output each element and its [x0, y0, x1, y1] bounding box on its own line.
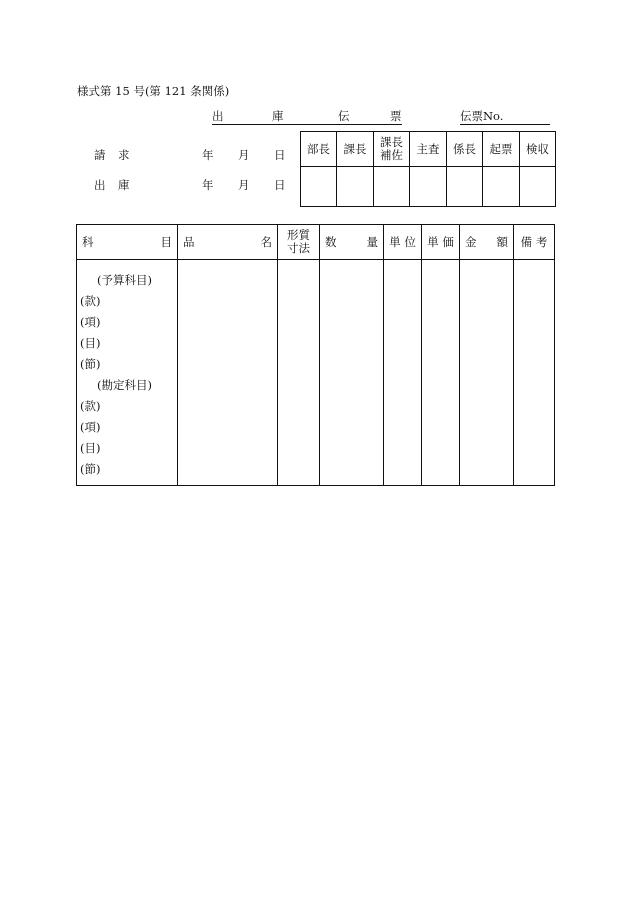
day-label: 日 [274, 148, 286, 162]
month-label: 月 [238, 148, 250, 162]
stamp-cell[interactable] [337, 167, 374, 207]
subject-list [77, 260, 177, 480]
subject-line: (款) [80, 294, 101, 308]
approval-header: 検収 [520, 132, 556, 167]
column-header-subject: 科 目 [77, 225, 178, 260]
approval-header-line: 課長 [380, 135, 403, 149]
title-char: 伝 [338, 109, 350, 123]
stamp-cell[interactable] [520, 167, 556, 207]
subject-line: (目) [80, 336, 101, 350]
document-title [212, 108, 402, 125]
column-header-unit: 単 位 [384, 225, 422, 260]
unit-price-cell[interactable] [422, 260, 460, 486]
stamp-cell[interactable] [447, 167, 483, 207]
amount-cell[interactable] [460, 260, 514, 486]
account-subject-heading: (勘定科目) [97, 378, 152, 392]
item-table [76, 224, 555, 486]
remarks-cell[interactable] [514, 260, 555, 486]
day-label: 日 [274, 178, 286, 192]
stamp-cell[interactable] [410, 167, 447, 207]
column-header-item-name: 品 名 [178, 225, 278, 260]
subject-line: (目) [80, 441, 101, 455]
quantity-cell[interactable] [320, 260, 384, 486]
issue-label: 庫 [118, 178, 130, 192]
stamp-cell[interactable] [483, 167, 520, 207]
approval-header: 係長 [447, 132, 483, 167]
approval-header-line: 補佐 [380, 148, 403, 162]
subject-line: (款) [80, 399, 101, 413]
month-label: 月 [238, 178, 250, 192]
stamp-cell[interactable] [301, 167, 337, 207]
request-label: 請 [94, 148, 106, 162]
stamp-cell[interactable] [374, 167, 410, 207]
year-label: 年 [202, 178, 214, 192]
unit-cell[interactable] [384, 260, 422, 486]
approval-stamp-table [300, 131, 556, 207]
form-number: 様式第 15 号(第 121 条関係) [77, 84, 230, 98]
year-label: 年 [202, 148, 214, 162]
subject-line: (節) [80, 462, 101, 476]
subject-line: (節) [80, 357, 101, 371]
budget-subject-heading: (予算科目) [97, 273, 152, 287]
title-char: 票 [390, 109, 402, 123]
subject-line: (項) [80, 420, 101, 434]
column-header-amount: 金 額 [460, 225, 514, 260]
approval-header: 課長 [337, 132, 374, 167]
issue-label: 出 [94, 178, 106, 192]
slip-number-label: 伝票No. [460, 108, 550, 125]
form-size-cell[interactable] [278, 260, 320, 486]
approval-header: 主査 [410, 132, 447, 167]
column-header-unit-price: 単 価 [422, 225, 460, 260]
column-header-form-size: 形質 寸法 [278, 225, 320, 260]
approval-header: 部長 [301, 132, 337, 167]
request-date-row [94, 147, 294, 163]
item-name-cell[interactable] [178, 260, 278, 486]
approval-header [374, 132, 410, 167]
request-label: 求 [118, 148, 130, 162]
column-header-remarks: 備 考 [514, 225, 555, 260]
subject-line: (項) [80, 315, 101, 329]
title-char: 庫 [272, 109, 284, 123]
approval-header: 起票 [483, 132, 520, 167]
title-char: 出 [212, 109, 224, 123]
subject-cell[interactable] [77, 260, 178, 486]
column-header-quantity: 数 量 [320, 225, 384, 260]
issue-date-row [94, 177, 294, 193]
